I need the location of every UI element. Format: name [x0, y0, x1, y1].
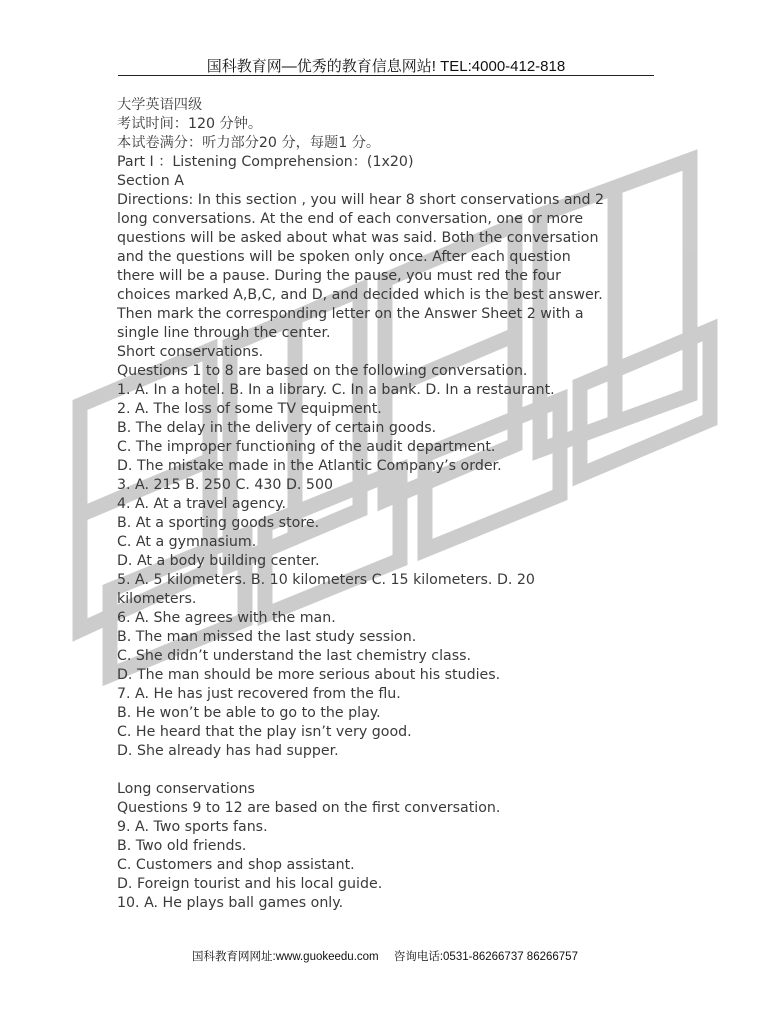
page-header: 国科教育网—优秀的教育信息网站! TEL:4000-412-818: [206, 58, 566, 75]
text-line: 1. A. In a hotel. B. In a library. C. In a bank. D. In a restaurant.: [117, 382, 555, 398]
text-line: C. He heard that the play isn’t very good.: [117, 724, 412, 740]
text-line: D. The man should be more serious about his studies.: [117, 667, 501, 683]
text-line: Questions 1 to 8 are based on the following conversation.: [117, 363, 528, 379]
text-line: Section A: [117, 173, 184, 189]
text-line: Directions: In this section , you will hear 8 short conservations and 2: [117, 192, 605, 208]
text-line: 考试时间：120 分钟。: [117, 116, 263, 132]
text-line: there will be a pause. During the pause, you must red the four: [117, 268, 561, 284]
text-line: D. At a body building center.: [117, 553, 320, 569]
text-line: 6. A. She agrees with the man.: [117, 610, 336, 626]
document-body: [117, 96, 657, 913]
text-line: B. Two old friends.: [117, 838, 247, 854]
text-line: long conversations. At the end of each conversation, one or more: [117, 211, 584, 227]
text-line: questions will be asked about what was said. Both the conversation: [117, 230, 599, 246]
footer-phone: 咨询电话:0531-86266737 86266757: [393, 951, 578, 963]
blank-line: [117, 761, 657, 780]
text-line: C. Customers and shop assistant.: [117, 857, 355, 873]
text-line: D. Foreign tourist and his local guide.: [117, 876, 383, 892]
text-line: B. The man missed the last study session.: [117, 629, 417, 645]
text-line: D. The mistake made in the Atlantic Company’s order.: [117, 458, 502, 474]
text-line: kilometers.: [117, 591, 197, 607]
text-line: 10. A. He plays ball games only.: [117, 895, 344, 911]
text-line: 2. A. The loss of some TV equipment.: [117, 401, 382, 417]
text-line: C. The improper functioning of the audit department.: [117, 439, 496, 455]
text-line: choices marked A,B,C, and D, and decided which is the best answer.: [117, 287, 603, 303]
text-line: 本试卷满分：听力部分20 分，每题1 分。: [117, 135, 381, 151]
text-line: 大学英语四级: [117, 97, 203, 113]
text-line: single line through the center.: [117, 325, 331, 341]
text-line: 9. A. Two sports fans.: [117, 819, 268, 835]
header-divider: [118, 75, 654, 76]
text-line: 7. A. He has just recovered from the flu.: [117, 686, 401, 702]
page-footer: [0, 948, 770, 964]
text-line: B. At a sporting goods store.: [117, 515, 320, 531]
text-line: 3. A. 215 B. 250 C. 430 D. 500: [117, 477, 333, 493]
text-line: 4. A. At a travel agency.: [117, 496, 287, 512]
text-line: 5. A. 5 kilometers. B. 10 kilometers C. 15 kilometers. D. 20: [117, 572, 535, 588]
text-line: Short conservations.: [117, 344, 264, 360]
footer-website: 国科教育网网址:www.guokeedu.com: [192, 951, 379, 963]
text-line: C. She didn’t understand the last chemistry class.: [117, 648, 471, 664]
text-line: Long conservations: [117, 781, 255, 797]
text-line: B. The delay in the delivery of certain goods.: [117, 420, 437, 436]
text-line: C. At a gymnasium.: [117, 534, 257, 550]
text-line: Part I ：Listening Comprehension：(1x20): [117, 154, 414, 170]
text-line: and the questions will be spoken only once. After each question: [117, 249, 571, 265]
text-line: Then mark the corresponding letter on the Answer Sheet 2 with a: [117, 306, 584, 322]
text-line: D. She already has had supper.: [117, 743, 339, 759]
text-line: B. He won’t be able to go to the play.: [117, 705, 381, 721]
text-line: Questions 9 to 12 are based on the first conversation.: [117, 800, 501, 816]
